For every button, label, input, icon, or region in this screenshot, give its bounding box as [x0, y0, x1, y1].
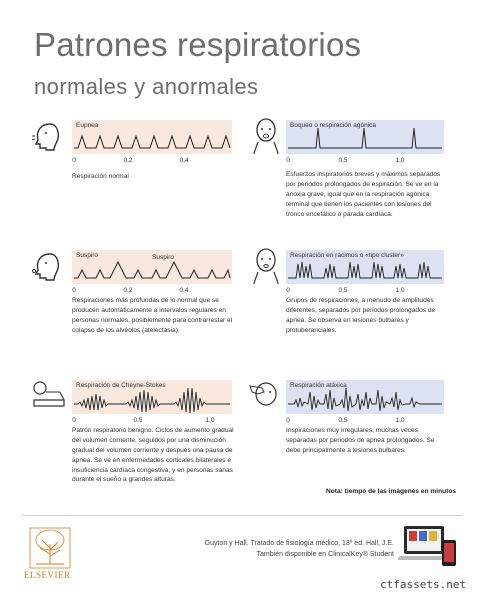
watermark: ctfassets.net	[380, 578, 467, 591]
tick-label: 0,2	[123, 157, 133, 164]
book-reference	[172, 538, 394, 560]
gasping-face-icon	[250, 118, 282, 150]
chart-label-secondary: Suspiro	[152, 254, 175, 261]
tick-label: 1,0	[395, 417, 405, 424]
tick-label: 0	[72, 417, 76, 424]
chart-label: Respiración en racimos o «tipo cluster»	[290, 252, 404, 259]
tick-label: 0	[72, 157, 76, 164]
sighing-face-icon	[32, 250, 64, 282]
agonica-description: Esfuerzos inspiratorios breves y máximos separados por periodos prolongados de espiración. Se ve en la anoxia grave, igual que en la respiración agónica terminal que tienen los pacientes con lesiones del tronco encefálico o parada cardíaca.	[286, 171, 441, 218]
book-availability[interactable]: También disponible en ClinicalKey® Student	[256, 551, 394, 559]
suspiro-description: Respiraciones más profundas de lo normal que se producen automáticamente a intervalos regulares en personas normales, posiblemente para contrarrestar el colapso de los alvéolos (atelectasia).	[72, 297, 233, 334]
tick-label: 0,4	[179, 287, 189, 294]
footer-divider	[22, 515, 462, 516]
chart-label: Suspiro	[76, 252, 99, 259]
racimos-description: Grupos de respiraciones, a menudo de amplitudes diferentes, separados por periodos prolongados de apnea. Se observa en lesiones bulbares y protuberanciales.	[286, 297, 436, 334]
cheyne-stokes-description: Patrón respiratorio benigno. Ciclos de aumento gradual del volumen corriente, seguidos por una disminución gradual del volumen corriente y después una pausa de apnea. Se ve en enfermedades corticales bilaterales e insuficiencia cardíaca congestiva, y en personas sanas durante el sueño a grandes alturas.	[72, 427, 234, 484]
chart-label: Eupnea	[76, 122, 99, 129]
tick-label: 1,0	[395, 157, 405, 164]
time-note: Nota: tiempo de las imágenes en minutos	[326, 488, 457, 495]
tick-label: 0	[286, 287, 290, 294]
tick-label: 0,5	[338, 157, 348, 164]
tick-label: 1,0	[205, 417, 215, 424]
publisher-name: ELSEVIER	[24, 570, 71, 580]
chart-label: Respiración de Cheyne-Stokes	[76, 382, 166, 389]
hand-on-face-icon	[248, 376, 280, 408]
cheyne-stokes-chart	[72, 380, 232, 414]
suspiro-chart	[72, 250, 232, 284]
book-citation: Guyton y Hall. Tratado de fisiología médico, 13º ed. Hall, J.E.	[204, 540, 394, 547]
page-title: Patrones respiratorios	[34, 26, 362, 63]
tick-label: 0,5	[133, 417, 143, 424]
agonica-chart	[286, 120, 444, 154]
tick-label: 0	[286, 417, 290, 424]
cluster-breathing-face-icon	[250, 248, 282, 280]
tick-label: 0,2	[123, 287, 133, 294]
ataxica-description: Inspiraciones muy irregulares, muchas veces separadas por periodos de apnea prolongados. Se debe principalmente a lesiones bulbares.	[286, 427, 435, 454]
tick-label: 0	[72, 287, 76, 294]
racimos-chart	[286, 250, 444, 284]
eupnea-description: Respiración normal	[72, 173, 129, 180]
book-and-devices-image	[398, 522, 458, 572]
tick-label: 1,0	[395, 287, 405, 294]
ataxica-chart	[286, 380, 444, 414]
tick-label: 0,5	[338, 417, 348, 424]
eupnea-chart	[72, 120, 232, 154]
sleeping-person-icon	[30, 378, 62, 410]
chart-label: Respiración atáxica	[290, 382, 347, 389]
breathing-face-icon	[32, 120, 64, 152]
tick-label: 0	[286, 157, 290, 164]
chart-label: Boqueo o respiración agónica	[290, 122, 377, 129]
elsevier-tree-logo	[28, 526, 72, 570]
tick-label: 0,4	[179, 157, 189, 164]
tick-label: 0,5	[338, 287, 348, 294]
page-subtitle: normales y anormales	[34, 74, 259, 99]
